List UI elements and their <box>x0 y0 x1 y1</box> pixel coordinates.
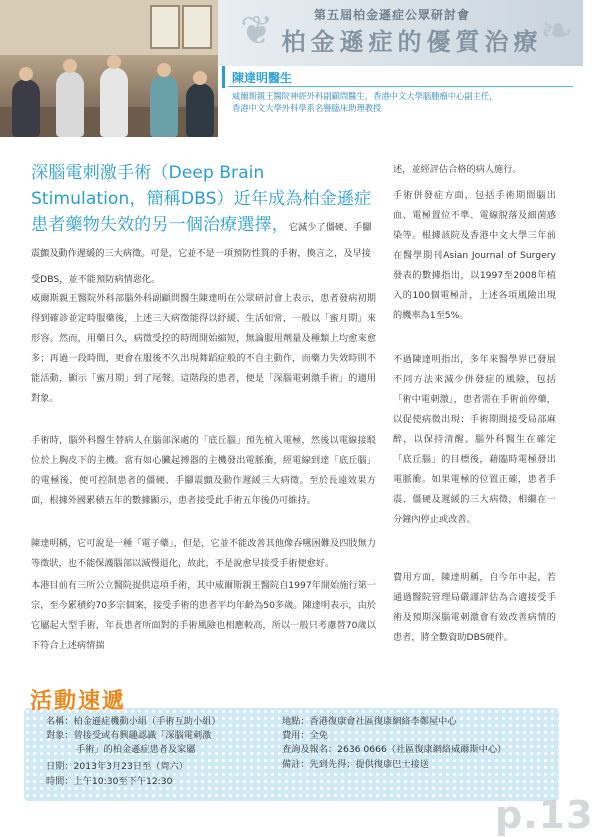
lead-paragraph <box>31 160 376 290</box>
lead-heading: 深腦電刺激手術（Deep Brain Stimulation，簡稱DBS）近年成為柏金遜症患者藥物失效的另一個治療選擇， <box>31 163 372 235</box>
photo-person <box>186 83 214 137</box>
article-paragraph: 陳達明稱，它可說是一種「電子藥」，但是，它並不能改善其他像吞嚥困難及四肢無力等徵狀，也不能保護腦部以減慢退化，故此，不是說愈早接受手術便愈好。 <box>31 538 376 569</box>
speaker-title-line: 香港中文大學外科學系名譽臨床助理教授 <box>232 103 382 113</box>
activity-target: 對象：曾接受或有興趣認識「深腦電刺激 <box>46 730 212 741</box>
article-paragraph: 手術併發症方面，包括手術期間腦出血、電極置位不準、電線脫落及細菌感染等。根據該院及香港中文大學三年前在醫學期刊Asian Journal of Surgery發表的數據指出，以1997至2008年植入的100個電極計，上述各項風險出現的機率為1至5%。 <box>393 190 556 321</box>
activity-box <box>24 708 559 801</box>
activity-fee: 費用：全免 <box>282 730 328 741</box>
article-paragraph: 不過陳達明指出，多年來醫學界已發展不同方法來減少併發症的風險，包括「術中電刺激」，患者需在手術前停藥，以促使病徵出現；手術期間接受局部麻醉，以保持清醒。腦外科醫生在確定「底丘腦」的目標後，藉臨時電極發出電脈衝。如果電極的位置正確，患者手震、僵硬及遲緩的三大病徵，相繼在一分鐘內停止或改善。 <box>393 354 556 525</box>
photo-person-head <box>107 55 121 69</box>
photo-person-head <box>63 59 77 73</box>
conference-name: 第五屆柏金遜症公眾研討會 <box>313 8 470 22</box>
activity-heading: 活動速遞 <box>30 688 127 714</box>
article-paragraph: 費用方面，陳達明稱，自今年中起，若通過醫院管理局嚴謹評估為合適接受手術及預期深腦電刺激會有效改善病情的患者，將全數資助DBS硬件。 <box>393 572 556 643</box>
photo-person-head <box>193 71 207 85</box>
photo-window <box>150 5 180 49</box>
article-paragraph: 威爾斯親王醫院外科部腦外科副顧問醫生陳達明在公眾研討會上表示，患者發病初期得到確診並定時服藥後，上述三大病徵能得以紓緩、生活如常，一般以「蜜月期」來形容。然而，用藥日久，病徵受控的時間開始縮短，無論服用劑量及種類上均愈來愈多；再過一段時間，更會在服後不久出現舞蹈症般的不自主動作，而藥力失效時則不能活動，顯示「蜜月期」到了尾聲。這階段的患者，便是「深腦電刺激手術」的適用對象。 <box>31 293 376 404</box>
header <box>0 0 583 140</box>
photo-person-head <box>19 67 33 81</box>
photo-person <box>56 71 84 137</box>
photo-window <box>182 5 212 49</box>
page-number: p.13 <box>495 793 594 837</box>
photo-person-head <box>157 63 171 77</box>
article-paragraph: 手術時，腦外科醫生替病人在腦部深處的「底丘腦」預先植入電極，然後以電線接駁位於上胸皮下的主機。當有如心臟起搏器的主機發出電脈衝，經電線到達「底丘腦」的電極後，便可控制患者的僵硬、手腳震顫及動作遲緩三大病徵。至於長遠效果方面，根據外國累積五年的數據顯示，患者接受此手術五年後仍可維持。 <box>31 435 376 506</box>
activity-name: 名稱：柏金遜症機動小組（手術互助小組） <box>46 716 221 727</box>
speaker-title-line: 威爾斯親王醫院神經外科副顧問醫生，香港中文大學腦腫瘤中心副主任， <box>232 91 498 101</box>
photo-person <box>100 67 128 137</box>
activity-remark: 備註：先到先得；提供復康巴士接送 <box>282 759 429 770</box>
photo-person <box>12 79 40 137</box>
activity-content <box>24 708 559 801</box>
lead-text: 它減少了僵硬、手腳震顫及動作遲緩的三大病徵。可是，它並不是一項預防性質的手術，換言之，及早接受DBS，並不能預防病情惡化。 <box>31 222 372 285</box>
speaker-title <box>232 90 577 114</box>
ornament-right-icon: ❧ <box>540 8 574 54</box>
speaker-name: 陳達明醫生 <box>232 71 293 85</box>
ornament-left-icon: ❦ <box>240 8 274 54</box>
activity-target-cont: 手術」的柏金遜症患者及家屬 <box>76 744 196 755</box>
article-paragraph: 述，並經評估合格的病人施行。 <box>393 164 522 175</box>
activity-enquiry: 查詢及報名：2636 0666（社區復康網絡威爾斯中心） <box>282 744 507 755</box>
activity-venue: 地點：香港復康會社區復康網絡李鄭屋中心 <box>282 716 457 727</box>
article-paragraph: 本港目前有三所公立醫院提供這項手術，其中威爾斯親王醫院自1997年開始施行第一宗，至今累積約70多宗個案，接受手術的患者平均年齡為50多歲。陳達明表示，由於它屬起大型手術，年長患者所面對的手術風險也相應較高，所以一般只考慮替70歲以下符合上述病情揣 <box>31 580 376 651</box>
activity-time: 時間：上午10:30至下午12:30 <box>46 776 173 787</box>
conference-theme: 柏金遜症的優質治療 <box>281 27 543 56</box>
speaker-accent-bar <box>222 66 225 88</box>
activity-date: 日期：2013年3月23日至（周六） <box>46 761 188 772</box>
event-photo <box>0 0 218 137</box>
speaker-divider <box>228 86 573 87</box>
photo-person <box>150 75 178 137</box>
